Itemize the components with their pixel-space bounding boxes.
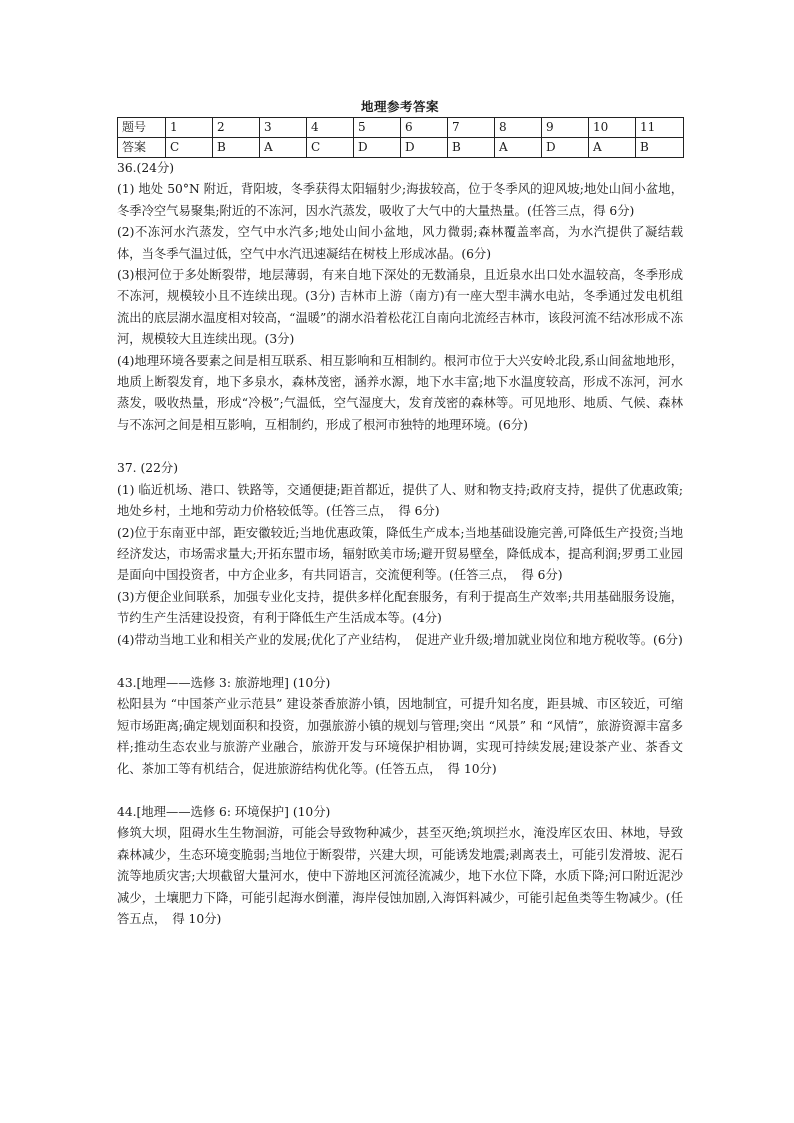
q44-heading: 44.[地理——选修 6: 环境保护] (10分) — [117, 804, 331, 819]
row-label: 答案 — [118, 138, 166, 158]
table-cell: B — [213, 138, 260, 158]
q36-part3: (3)根河位于多处断裂带，地层薄弱，有来自地下深处的无数涌泉，且近泉水出口处水温较高，冬季形成不冻河，规模较小且不连续出现。(3分) 吉林市上游（南方)有一座大型丰满水电站，冬季通过发电机组流出的底层湖水温度相对较高，“温暖”的湖水沿着松花江自南向北流经吉林市，该段河流不结冰形成不冻河，规模较大且连续出现。(3分) — [117, 268, 683, 347]
table-cell: 11 — [636, 118, 684, 138]
q44-answer: 修筑大坝，阻碍水生生物洄游，可能会导致物种减少，甚至灭绝;筑坝拦水，淹没库区农田、林地，导致森林减少，生态环境变脆弱;当地位于断裂带，兴建大坝，可能诱发地震;剥离表土，可能引发滑坡、泥石流等地质灾害;大坝截留大量河水，使中下游地区河流径流减少，地下水位下降，水质下降;河口附近泥沙减少，土壤肥力下降，可能引起海水倒灌，海岸侵蚀加剧,入海饵料减少，可能引起鱼类等生物减少。(任答五点， 得 10分) — [117, 826, 683, 926]
q43-answer: 松阳县为 “中国茶产业示范县” 建设茶香旅游小镇，因地制宜，可提升知名度，距县城、市区较近，可缩短市场距离;确定规划面积和投资，加强旅游小镇的规划与管理;突出 “风景” 和 “风情”，旅游资源丰富多样;推动生态农业与旅游产业融合，旅游开发与环境保护相协调，实现可持续发展;建设茶产业、茶香文化、茶加工等有机结合，促进旅游结构优化等。(任答五点， 得 10分) — [117, 697, 683, 776]
q37-heading: 37. (22分) — [117, 461, 179, 476]
answer-content — [117, 158, 683, 930]
q36-heading: 36.(24分) — [117, 161, 175, 175]
table-cell: B — [636, 138, 684, 158]
table-cell: A — [495, 138, 542, 158]
table-cell: A — [589, 138, 636, 158]
table-cell: 10 — [589, 118, 636, 138]
table-cell: C — [166, 138, 213, 158]
table-cell: 2 — [213, 118, 260, 138]
q36-part1: (1) 地处 50°N 附近，背阳坡，冬季获得太阳辐射少;海拔较高，位于冬季风的迎风坡;地处山间小盆地，冬季冷空气易聚集;附近的不冻河，因水汽蒸发，吸收了大气中的大量热量。(任答三点，得 6分) — [117, 182, 683, 218]
table-cell: 3 — [260, 118, 307, 138]
q36-part2: (2)不冻河水汽蒸发，空气中水汽多;地处山间小盆地，风力微弱;森林覆盖率高，为水汽提供了凝结载体，当冬季气温过低，空气中水汽迅速凝结在树枝上形成冰晶。(6分) — [117, 225, 683, 261]
table-cell: B — [448, 138, 495, 158]
table-cell: 6 — [401, 118, 448, 138]
answer-sheet — [117, 98, 683, 930]
page-title: 地理参考答案 — [360, 99, 439, 114]
q37-part4: (4)带动当地工业和相关产业的发展;优化了产业结构， 促进产业升级;增加就业岗位和地方税收等。(6分) — [117, 632, 683, 647]
q37-part2: (2)位于东南亚中部，距安徽较近;当地优惠政策，降低生产成本;当地基础设施完善,可降低生产投资;当地经济发达，市场需求量大;开拓东盟市场，辐射欧美市场;避开贸易壁垒，降低成本，提高利润;罗勇工业园是面向中国投资者，中方企业多，有共同语言，交流便利等。(任答三点， 得 6分) — [117, 525, 683, 583]
table-cell: D — [354, 138, 401, 158]
table-cell: D — [401, 138, 448, 158]
q36-part4: (4)地理环境各要素之间是相互联系、相互影响和互相制约。根河市位于大兴安岭北段,系山间盆地地形，地质上断裂发育，地下多泉水，森林茂密，涵养水源，地下水丰富;地下水温度较高，形成不冻河，河水蒸发，吸收热量，形成“冷极”;气温低，空气湿度大，发育茂密的森林等。可见地形、地质、气候、森林与不冻河之间是相互影响，互相制约，形成了根河市独特的地理环境。(6分) — [117, 353, 683, 432]
table-row-numbers — [118, 118, 684, 138]
table-cell: 5 — [354, 118, 401, 138]
table-cell: 8 — [495, 118, 542, 138]
table-cell: 4 — [307, 118, 354, 138]
table-cell: A — [260, 138, 307, 158]
table-cell: 9 — [542, 118, 589, 138]
table-cell: 1 — [166, 118, 213, 138]
q37-part3: (3)方便企业间联系，加强专业化支持，提供多样化配套服务，有利于提高生产效率;共用基础服务设施，节约生产生活建设投资，有利于降低生产生活成本等。(4分) — [117, 589, 683, 626]
q37-part1: (1) 临近机场、港口、铁路等，交通便捷;距首都近，提供了人、财和物支持;政府支持，提供了优惠政策;地处乡村，土地和劳动力价格较低等。(任答三点， 得 6分) — [117, 482, 683, 519]
table-cell: C — [307, 138, 354, 158]
table-row-answers — [118, 138, 684, 158]
table-cell: D — [542, 138, 589, 158]
table-cell: 7 — [448, 118, 495, 138]
answer-table — [117, 117, 684, 158]
q43-heading: 43.[地理——选修 3: 旅游地理] (10分) — [117, 675, 331, 690]
row-label: 题号 — [118, 118, 166, 138]
